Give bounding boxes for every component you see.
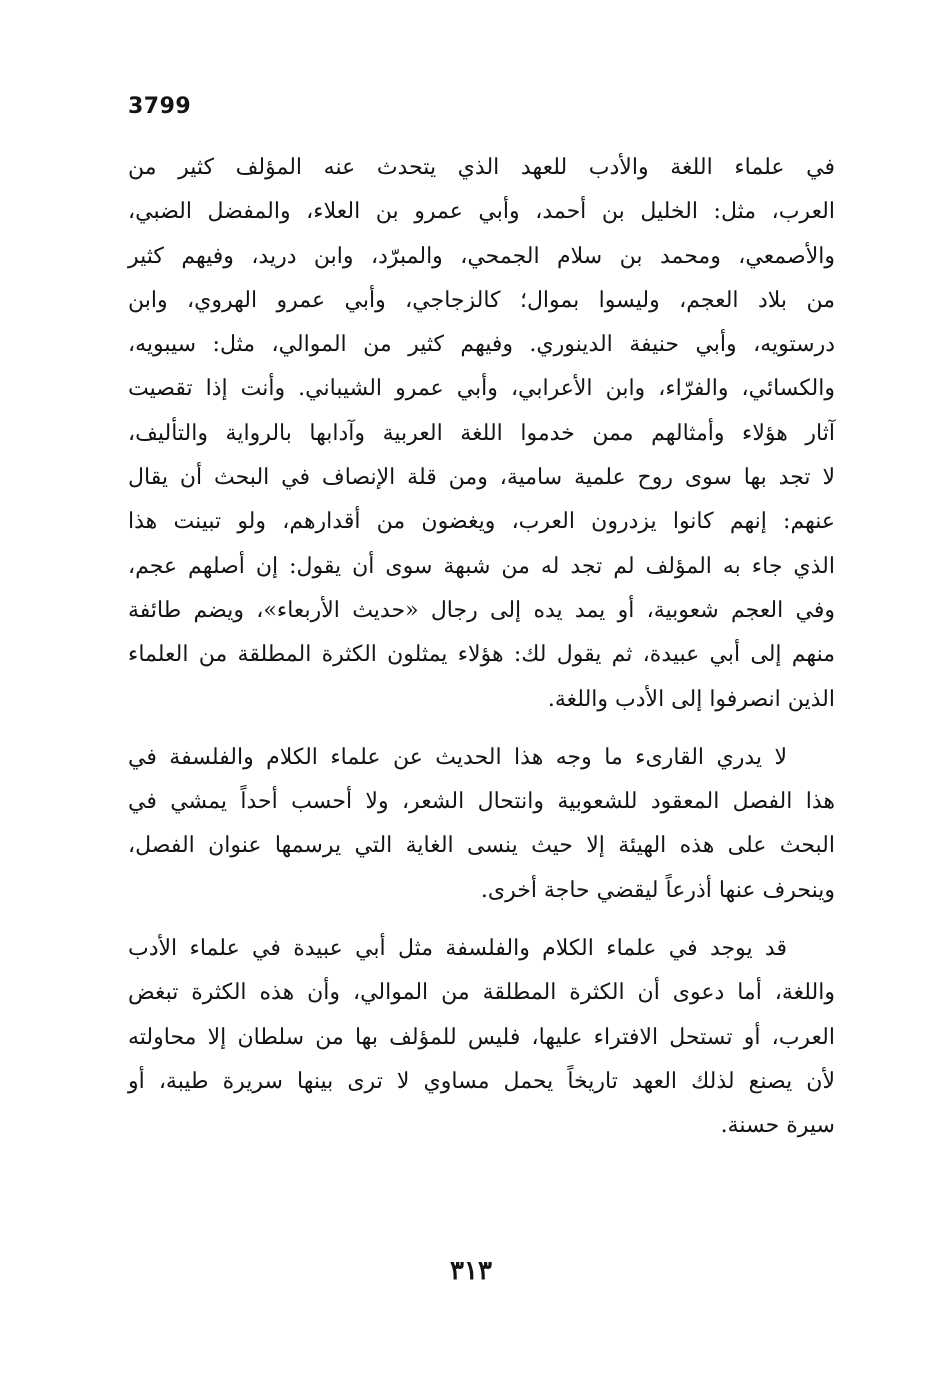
page-id: 3799 xyxy=(128,94,192,119)
text-line: في علماء اللغة والأدب للعهد الذي يتحدث عنه المؤلف كثير من xyxy=(128,155,835,180)
text-line: لأن يصنع لذلك العهد تاريخاً يحمل مساوي لا ترى بينها سريرة طيبة، أو xyxy=(128,1068,835,1094)
paragraph-1 xyxy=(128,146,835,722)
text-line: البحث على هذه الهيئة إلا حيث ينسى الغاية التي يرسمها عنوان الفصل، xyxy=(128,833,835,859)
text-line: عنهم: إنهم كانوا يزدرون العرب، ويغضون من أقدارهم، ولو تبينت هذا xyxy=(128,509,835,535)
text-line: وينحرف عنها أذرعاً ليقضي حاجة أخرى. xyxy=(480,877,835,903)
text-line: هذا الفصل المعقود للشعوبية وانتحال الشعر، ولا أحسب أحداً يمشي في xyxy=(128,789,835,815)
text-line: واللغة، أما دعوى أن الكثرة المطلقة من الموالي، وأن هذه الكثرة تبغض xyxy=(128,980,835,1006)
text-line: لا تجد بها سوى روح علمية سامية، ومن قلة الإنصاف في البحث أن يقال xyxy=(128,465,835,491)
text-line: الذي جاء به المؤلف لم تجد له من شبهة سوى أن يقول: إن أصلهم عجم، xyxy=(128,553,835,579)
body-text xyxy=(128,146,835,1149)
paragraph-2 xyxy=(128,736,835,913)
text-line: والكسائي، والفرّاء، وابن الأعرابي، وأبي عمرو الشيباني. وأنت إذا تقصيت xyxy=(128,376,835,402)
paragraph-3 xyxy=(128,927,835,1148)
text-line: والأصمعي، ومحمد بن سلام الجمحي، والمبرّد، وابن دريد، وفيهم كثير xyxy=(128,243,835,269)
text-line: العرب، مثل: الخليل بن أحمد، وأبي عمرو بن العلاء، والمفضل الضبي، xyxy=(128,199,835,225)
text-line: قد يوجد في علماء الكلام والفلسفة مثل أبي عبيدة في علماء الأدب xyxy=(128,936,787,962)
text-line: سيرة حسنة. xyxy=(720,1113,835,1139)
text-line: درستويه، وأبي حنيفة الدينوري. وفيهم كثير من الموالي، مثل: سيبويه، xyxy=(128,332,835,358)
text-line: آثار هؤلاء وأمثالهم ممن خدموا اللغة العربية وآدابها بالرواية والتأليف، xyxy=(128,420,835,446)
page-number: ٣١٣ xyxy=(450,1256,492,1286)
text-line: العرب، أو تستحل الافتراء عليها، فليس للمؤلف بها من سلطان إلا محاولته xyxy=(128,1024,835,1050)
text-line: منهم إلى أبي عبيدة، ثم يقول لك: هؤلاء يمثلون الكثرة المطلقة من العلماء xyxy=(128,642,835,668)
text-line: لا يدري القارىء ما وجه هذا الحديث عن علماء الكلام والفلسفة في xyxy=(128,744,787,770)
text-line: من بلاد العجم، وليسوا بموال؛ كالزجاجي، وأبي عمرو الهروي، وابن xyxy=(128,287,835,313)
text-line: الذين انصرفوا إلى الأدب واللغة. xyxy=(547,686,835,712)
text-line: وفي العجم شعوبية، أو يمد يده إلى رجال «حديث الأربعاء»، ويضم طائفة xyxy=(128,597,835,623)
